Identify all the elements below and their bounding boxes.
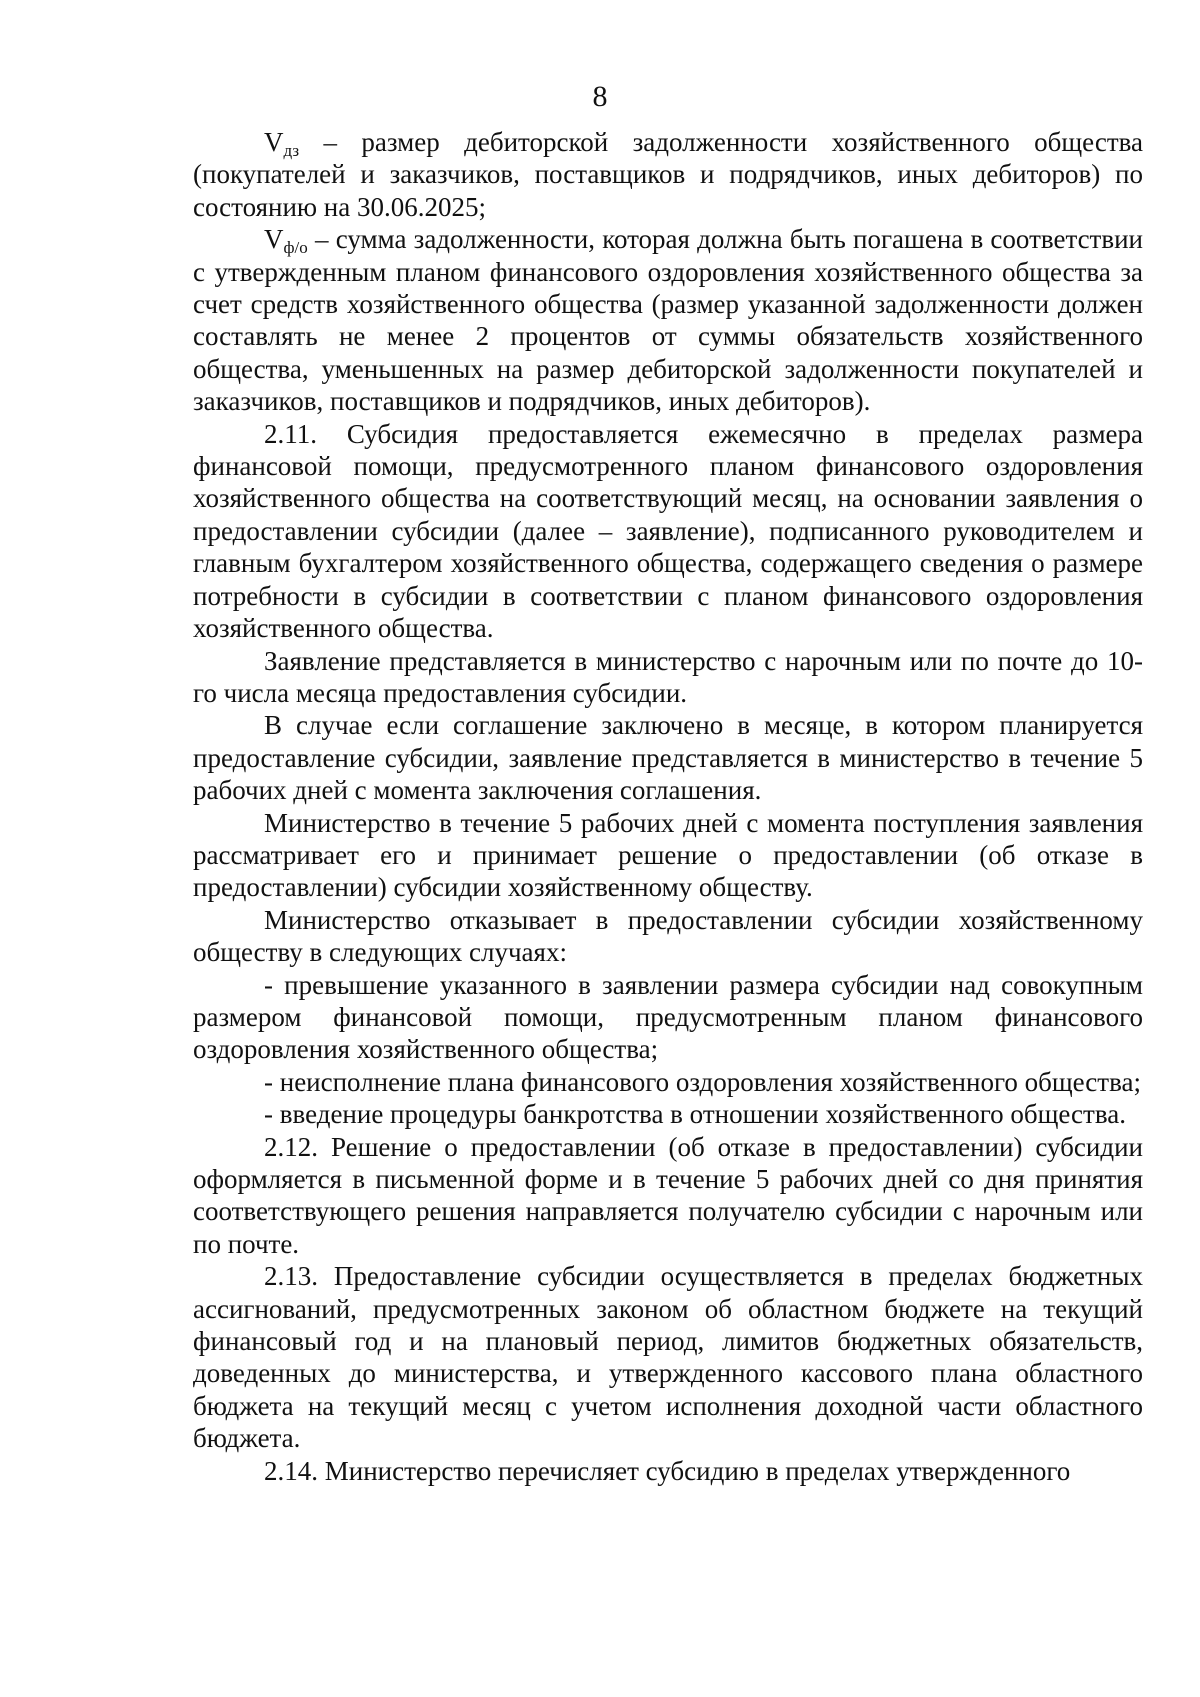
definition-text: – сумма задолженности, которая должна быть погашена в соответствии с утвержденным планом финансового оздоровления хозяйственного общества за счет средств хозяйственного общества (размер указанной задолженности должен составлять не менее 2 процентов от суммы обязательств хозяйственного общества, уменьшенных на размер дебиторской задолженности покупателей и заказчиков, поставщиков и подрядчиков, иных дебиторов). <box>193 224 1143 417</box>
formula-symbol: V <box>264 224 284 255</box>
clause-2-14: 2.14. Министерство перечисляет субсидию в пределах утвержденного <box>264 1455 1071 1486</box>
list-item-bankruptcy: - введение процедуры банкротства в отношении хозяйственного общества. <box>264 1099 1126 1130</box>
list-item-excess: - превышение указанного в заявлении размера субсидии над совокупным размером финансовой помощи, предусмотренным планом финансового оздоровления хозяйственного общества; <box>193 969 1143 1065</box>
document-body <box>193 126 1143 1487</box>
formula-subscript: дз <box>283 141 300 160</box>
page-number: 8 <box>592 80 608 113</box>
formula-symbol: V <box>264 127 284 157</box>
paragraph-agreement-month: В случае если соглашение заключено в месяце, в котором планируется предоставление субсидии, заявление представляется в министерство в течение 5 рабочих дней с момента заключения соглашения. <box>193 710 1143 806</box>
list-item-non-performance: - неисполнение плана финансового оздоровления хозяйственного общества; <box>264 1066 1141 1097</box>
paragraph-application-delivery: Заявление представляется в министерство с нарочным или по почте до 10-го числа месяца предоставления субсидии. <box>193 645 1143 708</box>
clause-2-12: 2.12. Решение о предоставлении (об отказе в предоставлении) субсидии оформляется в письменной форме и в течение 5 рабочих дней со дня принятия соответствующего решения направляется получателю субсидии с нарочным или по почте. <box>193 1131 1143 1259</box>
definition-v-dz <box>193 126 1143 223</box>
formula-subscript: ф/о <box>283 238 308 258</box>
clause-2-11: 2.11. Субсидия предоставляется ежемесячно в пределах размера финансовой помощи, предусмотренного планом финансового оздоровления хозяйственного общества на соответствующий месяц, на основании заявления о предоставлении субсидии (далее – заявление), подписанного руководителем и главным бухгалтером хозяйственного общества, содержащего сведения о размере потребности в субсидии в соответствии с планом финансового оздоровления хозяйственного общества. <box>193 418 1143 644</box>
clause-2-13: 2.13. Предоставление субсидии осуществляется в пределах бюджетных ассигнований, предусмотренных законом об областном бюджете на текущий финансовый год и на плановый период, лимитов бюджетных обязательств, доведенных до министерства, и утвержденного кассового плана областного бюджета на текущий месяц с учетом исполнения доходной части областного бюджета. <box>193 1261 1143 1454</box>
paragraph-ministry-review: Министерство в течение 5 рабочих дней с момента поступления заявления рассматривает его и принимает решение о предоставлении (об отказе в предоставлении) субсидии хозяйственному обществу. <box>193 807 1143 903</box>
definition-text: – размер дебиторской задолженности хозяйственного общества (покупателей и заказчиков, поставщиков и подрядчиков, иных дебиторов) по состоянию на 30.06.2025; <box>193 127 1143 222</box>
definition-v-fo <box>193 223 1143 417</box>
paragraph-refusal-cases: Министерство отказывает в предоставлении субсидии хозяйственному обществу в следующих случаях: <box>193 904 1143 968</box>
